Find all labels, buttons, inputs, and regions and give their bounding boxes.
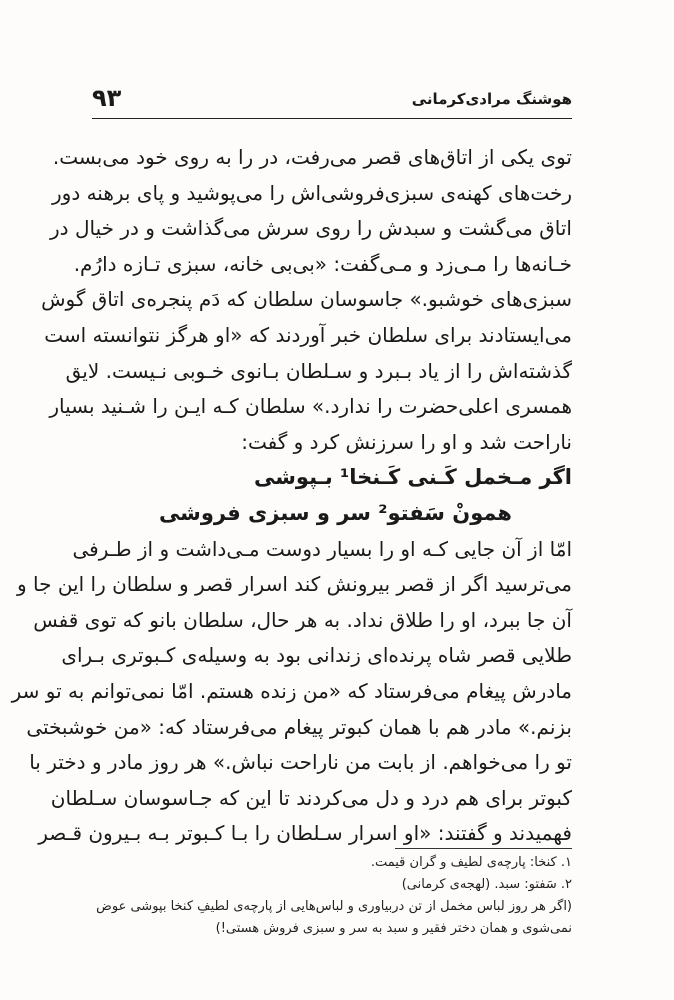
text-line: کبوتر برای هم درد و دل می‌کردند تا این که جـاسوسان سـلطان bbox=[50, 785, 572, 810]
text-line: توی یکی از اتاق‌های قصر می‌رفت، در را به روی خود می‌بست. bbox=[52, 145, 572, 169]
verse-line-2: همونْ سَفتو² سر و سبزی فروشی bbox=[158, 500, 512, 525]
text-line: تو را می‌خواهم. از بابت من ناراحت نباش.» هر روز مادر و دختر با bbox=[29, 750, 572, 775]
verse-line-1: اگر مـخمل کَـنی کَـنخا¹ بـپوشی bbox=[254, 465, 572, 490]
verse-translation-line-1: (اگر هر روز لباس مخمل از تن دربیاوری و لباس‌هایی از پارچه‌ی لطیفِ کنخا بپوشی عوض bbox=[96, 899, 572, 914]
text-line: خـانه‌ها را مـی‌زد و مـی‌گفت: «بی‌بی خانه، سبزی تـازه دارُم. bbox=[73, 251, 572, 276]
header-rule bbox=[92, 118, 572, 119]
footnote-1: ۱. کنخا: پارچه‌ی لطیف و گران قیمت. bbox=[370, 855, 572, 870]
text-line: گذشته‌اش را از یاد بـبرد و سـلطان بـانوی خـوبی نـیست. لایق bbox=[65, 358, 572, 383]
text-line: اتاق می‌گشت و سبدش را روی سرش می‌گذاشت و در خیال در bbox=[50, 216, 572, 241]
page-header bbox=[92, 78, 572, 130]
text-line: طلایی قصر شاه پرنده‌ای زندانی بود به وسیله‌ی کـبوتری بـرای bbox=[61, 643, 572, 668]
footnote-rule bbox=[395, 848, 572, 849]
text-line: سبزی‌های خوشبو.» جاسوسان سلطان که دَم پنجره‌ی اتاق گوش bbox=[41, 287, 572, 312]
text-line: رخت‌های کهنه‌ی سبزی‌فروشی‌اش را می‌پوشید و پای برهنه دور bbox=[52, 180, 572, 205]
text-line: فهمیدند و گفتند: «او اسرار سـلطان را بـا کـبوتر بـه بـیرون قـصر bbox=[38, 821, 572, 846]
text-line: همسری اعلی‌حضرت را ندارد.» سلطان کـه ایـن را شـنید بسیار bbox=[49, 394, 572, 419]
text-line: آن جا ببرد، او را طلاق نداد. به هر حال، سلطان بانو که توی قفس bbox=[33, 607, 572, 632]
footnotes bbox=[92, 852, 572, 940]
text-line: می‌ایستادند برای سلطان خبر آوردند که «او هرگز نتوانسته است bbox=[44, 322, 572, 347]
text-line: امّا از آن جایی کـه او را بسیار دوست مـی‌داشت و از طـرفی bbox=[72, 536, 572, 561]
text-line: بزنم.» مادر هم با همان کبوتر پیغام می‌فرستاد که: «من خوشبختی bbox=[26, 714, 572, 739]
text-line: می‌ترسید اگر از قصر بیرونش کند اسرار قصر و سلطان را این جا و bbox=[16, 572, 572, 597]
main-text bbox=[11, 140, 572, 852]
verse-translation-line-2: نمی‌شوی و همان دختر فقیر و سبد به سر و سبزی فروش هستی!) bbox=[215, 921, 572, 936]
running-title: هوشنگ مرادی‌کرمانی bbox=[411, 90, 572, 108]
text-line: مادرش پیغام می‌فرستاد که «من زنده هستم. امّا نمی‌توانم به تو سر bbox=[11, 678, 572, 703]
footnote-2: ۲. سَفتو: سبد. (لهجه‌ی کرمانی) bbox=[401, 877, 572, 892]
page-number: ۹۳ bbox=[92, 84, 122, 112]
text-line: ناراحت شد و او را سرزنش کرد و گفت: bbox=[241, 429, 572, 454]
